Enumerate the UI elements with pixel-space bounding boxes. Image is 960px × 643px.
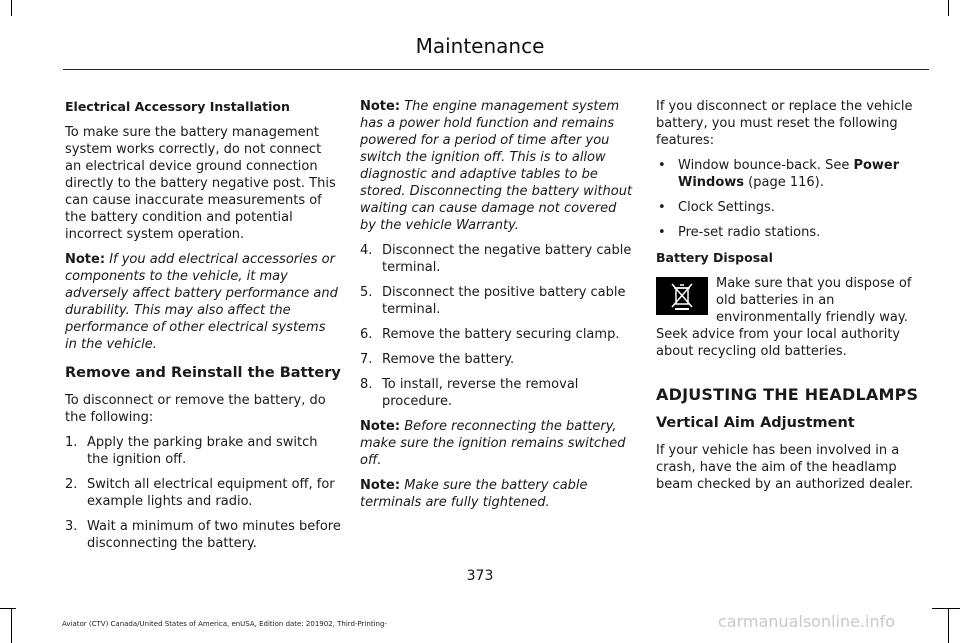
note-label: Note: (360, 478, 401, 493)
column-right (656, 98, 932, 501)
list-item (656, 224, 932, 241)
header-divider (63, 69, 929, 70)
bullet: • (658, 200, 666, 215)
note-text: Make sure the battery cable terminals are fully tightened. (360, 478, 588, 510)
note-label: Note: (360, 99, 401, 114)
list-item (65, 518, 341, 552)
crop-mark (0, 608, 16, 609)
bullet-text: Clock Settings. (678, 200, 775, 215)
note-label: Note: (65, 252, 106, 267)
reset-features-intro: If you disconnect or replace the vehicle battery, you must reset the following features: (656, 99, 913, 148)
column-left (65, 98, 341, 560)
step-text: Wait a minimum of two minutes before disconnecting the battery. (87, 519, 341, 551)
battery-disposal-text: Make sure that you dispose of old batteries in an environmentally friendly way. Seek advice from your local authority about recycling old batteries. (656, 276, 912, 359)
vertical-aim-heading: Vertical Aim Adjustment (656, 415, 855, 431)
bullet-text: Pre-set radio stations. (678, 225, 821, 240)
step-number: 2. (65, 477, 78, 492)
list-item (65, 476, 341, 510)
note-text: If you add electrical accessories or components to the vehicle, it may adversely affect battery performance and durability. This may also affect the performance of other electrical systems in the vehicle. (65, 252, 338, 352)
edition-footer: Aviator (CTV) Canada/United States of America, enUSA, Edition date: 201902, Third-Printing- (62, 620, 387, 628)
electrical-accessory-heading: Electrical Accessory Installation (65, 99, 290, 114)
step-text: Disconnect the negative battery cable terminal. (382, 243, 632, 275)
note-terminals (360, 477, 636, 511)
page-title: Maintenance (415, 34, 545, 58)
column-middle (360, 98, 636, 519)
step-text: Disconnect the positive battery cable terminal. (382, 285, 626, 317)
power-windows-link[interactable]: Power Windows (678, 158, 900, 190)
step-text: To install, reverse the removal procedure. (382, 377, 579, 409)
crossed-bin-icon (656, 277, 708, 315)
steps-list-1 (65, 434, 341, 552)
step-text: Switch all electrical equipment off, for example lights and radio. (87, 477, 335, 509)
note-accessories (65, 251, 341, 353)
step-number: 8. (360, 377, 373, 392)
list-item (360, 376, 636, 410)
note-power-hold (360, 98, 636, 234)
vertical-aim-text: If your vehicle has been involved in a crash, have the aim of the headlamp beam checked by an authorized dealer. (656, 443, 914, 492)
remove-reinstall-intro: To disconnect or remove the battery, do the following: (65, 393, 326, 425)
step-text: Apply the parking brake and switch the ignition off. (87, 435, 318, 467)
step-number: 3. (65, 519, 78, 534)
step-text: Remove the battery. (382, 352, 515, 367)
crop-mark (11, 0, 12, 16)
bullet: • (658, 225, 666, 240)
reset-features-list (656, 157, 932, 241)
list-item (360, 326, 636, 343)
remove-reinstall-heading: Remove and Reinstall the Battery (65, 365, 341, 381)
note-text: The engine management system has a power hold function and remains powered for a period of time after you switch the ignition off. This is to allow diagnostic and adaptive tables to be stored. Disconnecting the battery without waiting can cause damage not covered by the vehicle Warranty. (360, 99, 633, 233)
list-item (656, 199, 932, 216)
note-label: Note: (360, 419, 401, 434)
step-number: 4. (360, 243, 373, 258)
page-number: 373 (466, 568, 494, 584)
page-reference: (page 116). (744, 175, 824, 190)
note-reconnecting (360, 418, 636, 469)
list-item (65, 434, 341, 468)
list-item (656, 157, 932, 191)
step-number: 7. (360, 352, 373, 367)
crop-mark (932, 608, 960, 609)
bullet-text: Window bounce-back. See (678, 158, 854, 173)
crop-mark (948, 608, 949, 643)
electrical-accessory-paragraph: To make sure the battery management system works correctly, do not connect an electrical device ground connection directly to the battery negative post. This can cause inaccurate measurements of the battery condition and potential incorrect system operation. (65, 125, 336, 242)
list-item (360, 284, 636, 318)
crop-mark (11, 608, 12, 643)
list-item (360, 351, 636, 368)
list-item (360, 242, 636, 276)
bullet: • (658, 158, 666, 173)
step-number: 1. (65, 435, 78, 450)
steps-list-2 (360, 242, 636, 410)
step-number: 5. (360, 285, 373, 300)
watermark: carmanualsonline.info (718, 612, 896, 631)
step-number: 6. (360, 327, 373, 342)
step-text: Remove the battery securing clamp. (382, 327, 620, 342)
crop-mark (948, 0, 949, 16)
battery-disposal-heading: Battery Disposal (656, 250, 773, 265)
adjusting-headlamps-heading: ADJUSTING THE HEADLAMPS (656, 385, 919, 404)
note-text: Before reconnecting the battery, make sure the ignition remains switched off. (360, 419, 626, 468)
battery-disposal-block (656, 275, 932, 360)
